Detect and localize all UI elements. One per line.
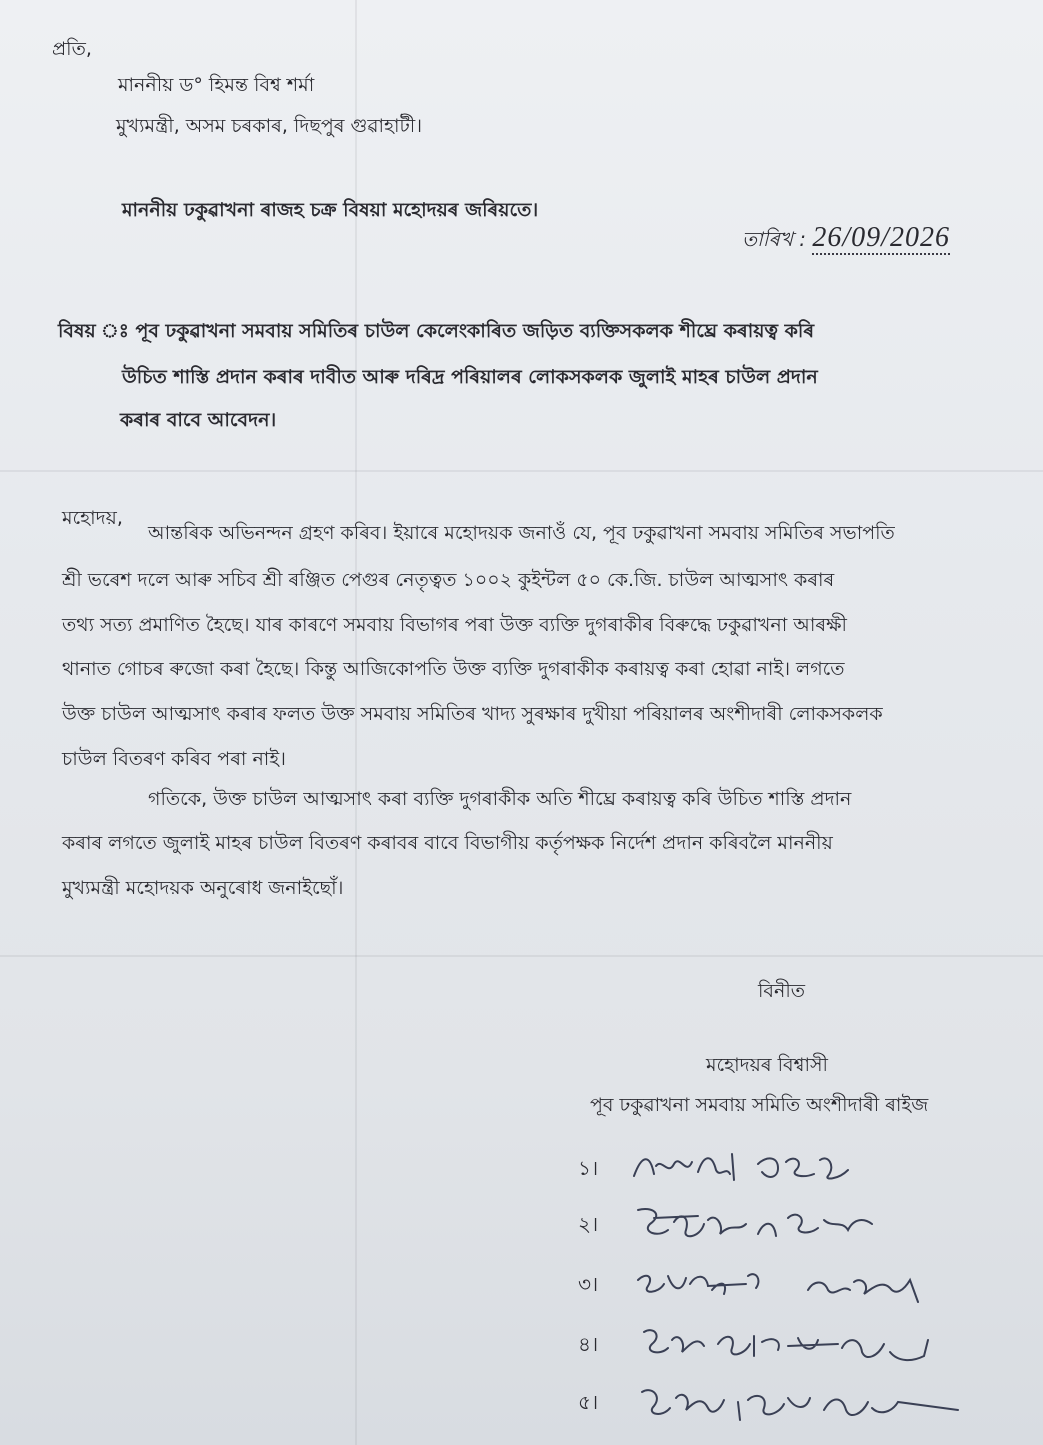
paper-fold-line xyxy=(0,955,1043,957)
handwritten-signature xyxy=(628,1146,858,1190)
signatory-number: ১। xyxy=(578,1156,599,1180)
body-paragraph-line: চাউল বিতৰণ কৰিব পৰা নাই। xyxy=(62,748,286,770)
signatory-number: ৪। xyxy=(578,1332,599,1356)
signatory-row xyxy=(578,1202,1008,1246)
body-paragraph-line: গতিকে, উক্ত চাউল আত্মসাৎ কৰা ব্যক্তি দুগৰাকীক অতি শীঘ্ৰে কৰায়ত্ব কৰি উচিত শাস্তি প্ৰদান xyxy=(148,788,852,810)
handwritten-signature xyxy=(628,1202,888,1250)
signatory-number: ৩। xyxy=(578,1272,599,1296)
body-paragraph-line: মুখ্যমন্ত্ৰী মহোদয়ক অনুৰোধ জনাইছোঁ। xyxy=(62,877,344,899)
greeting: মহোদয়, xyxy=(62,507,123,529)
handwritten-signature xyxy=(628,1322,958,1372)
closing-faithful: মহোদয়ৰ বিশ্বাসী xyxy=(706,1054,828,1076)
recipient-to: প্ৰতি, xyxy=(52,38,92,60)
body-paragraph-line: শ্ৰী ভৰেশ দলে আৰু সচিব শ্ৰী ৰঞ্জিত পেগুৰ নেতৃত্বত ১০০২ কুইন্টল ৫০ কে.জি. চাউল আত্মসাৎ কৰাৰ xyxy=(62,569,835,591)
handwritten-signature xyxy=(628,1380,988,1432)
handwritten-signature xyxy=(628,1262,938,1310)
body-paragraph-line: কৰাৰ লগতে জুলাই মাহৰ চাউল বিতৰণ কৰাবৰ বাবে বিভাগীয় কৰ্তৃপক্ষক নিৰ্দেশ প্ৰদান কৰিবলৈ মাননীয় xyxy=(62,832,833,854)
through-line: মাননীয় ঢকুৱাখনা ৰাজহ চক্ৰ বিষয়া মহোদয়ৰ জৰিয়তে। xyxy=(122,199,539,221)
date-label: তাৰিখ : xyxy=(742,227,807,251)
signatory-row xyxy=(578,1146,1008,1190)
signatory-row xyxy=(578,1262,1008,1306)
signatory-row xyxy=(578,1380,1008,1424)
body-paragraph-line: আন্তৰিক অভিনন্দন গ্ৰহণ কৰিব। ইয়াৰে মহোদয়ক জনাওঁ যে, পূব ঢকুৱাখনা সমবায় সমিতিৰ সভাপতি xyxy=(148,522,895,544)
closing-group: পূব ঢকুৱাখনা সমবায় সমিতি অংশীদাৰী ৰাইজ xyxy=(590,1094,929,1116)
body-paragraph-line: থানাত গোচৰ ৰুজো কৰা হৈছে। কিন্তু আজিকোপতি উক্ত ব্যক্তি দুগৰাকীক কৰায়ত্ব কৰা হোৱা নাই। লগতে xyxy=(62,658,845,680)
subject-line: বিষয় ঃ পূব ঢকুৱাখনা সমবায় সমিতিৰ চাউল কেলেংকাৰিত জড়িত ব্যক্তিসকলক শীঘ্ৰে কৰায়ত্ব কৰি xyxy=(58,320,815,342)
body-paragraph-line: উক্ত চাউল আত্মসাৎ কৰাৰ ফলত উক্ত সমবায় সমিতিৰ খাদ্য সুৰক্ষাৰ দুখীয়া পৰিয়ালৰ অংশীদাৰী লোকসকলক xyxy=(62,703,883,725)
recipient-designation: মুখ্যমন্ত্ৰী, অসম চৰকাৰ, দিছপুৰ গুৱাহাটী। xyxy=(116,115,423,137)
date-value: 26/09/2026 xyxy=(812,222,950,253)
signatory-number: ৫। xyxy=(578,1390,599,1414)
recipient-name: মাননীয় ড° হিমন্ত বিশ্ব শৰ্মা xyxy=(118,74,315,96)
paper-fold-line xyxy=(0,470,1043,472)
signatory-row xyxy=(578,1322,1008,1366)
body-paragraph-line: তথ্য সত্য প্ৰমাণিত হৈছে। যাৰ কাৰণে সমবায় বিভাগৰ পৰা উক্ত ব্যক্তি দুগৰাকীৰ বিৰুদ্ধে ঢকুৱাখনা আৰক্ষী xyxy=(62,614,847,636)
letter-date xyxy=(742,222,950,258)
subject-line: কৰাৰ বাবে আবেদন। xyxy=(120,409,277,431)
signatory-number: ২। xyxy=(578,1212,599,1236)
subject-line: উচিত শাস্তি প্ৰদান কৰাৰ দাবীত আৰু দৰিদ্ৰ পৰিয়ালৰ লোকসকলক জুলাই মাহৰ চাউল প্ৰদান xyxy=(122,366,818,388)
closing-humble: বিনীত xyxy=(758,980,806,1002)
